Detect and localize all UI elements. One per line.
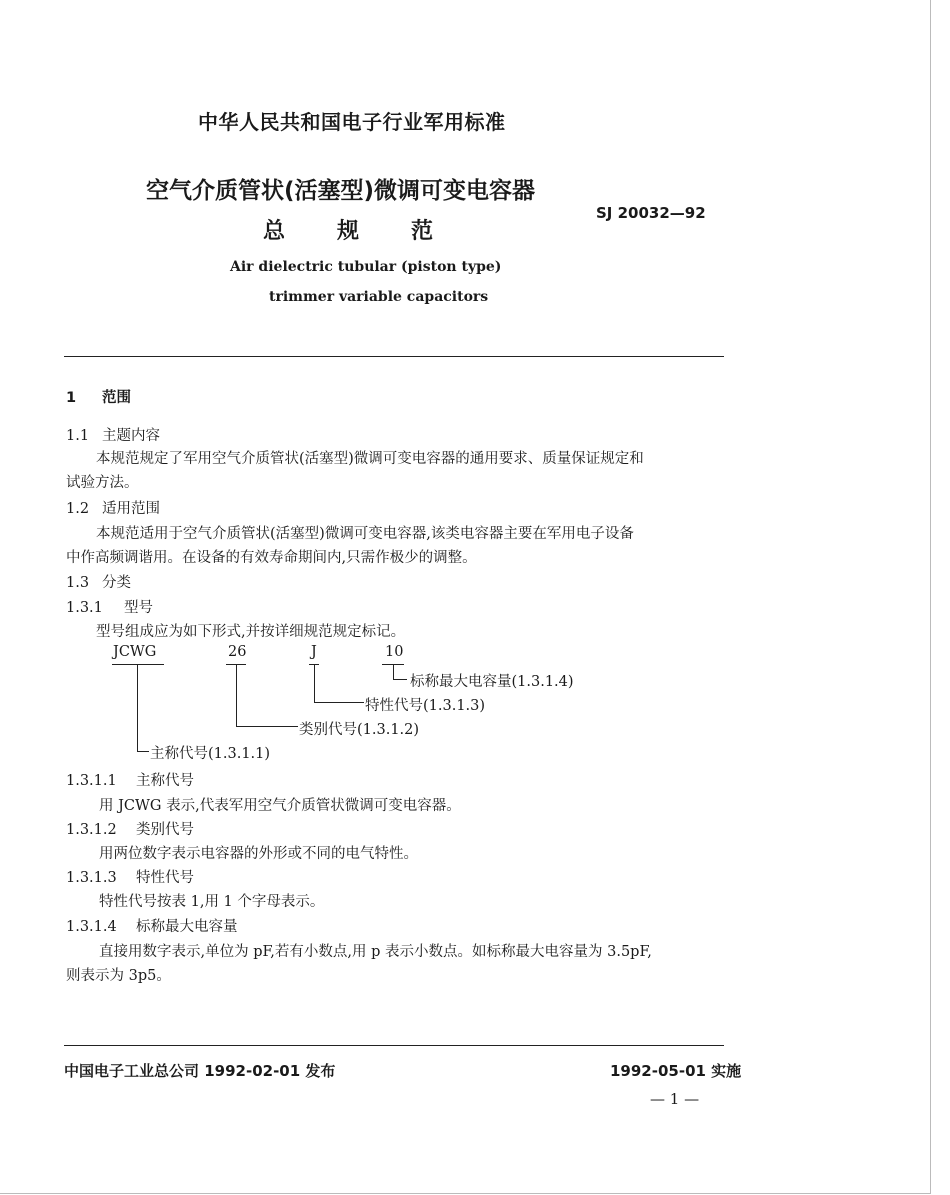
section-1-3-heading: 1.3 分类 [66, 575, 131, 591]
bracket-line [236, 726, 298, 727]
paragraph: 直接用数字表示,单位为 pF,若有小数点,用 p 表示小数点。如标称最大电容量为 3.5pF, [99, 944, 652, 960]
section-1-1-heading: 1.1 主题内容 [66, 428, 160, 444]
bracket-line [393, 664, 394, 679]
bracket-line [314, 664, 315, 702]
paragraph: 本规范适用于空气介质管状(活塞型)微调可变电容器,该类电容器主要在军用电子设备 [96, 526, 634, 542]
paragraph: 型号组成应为如下形式,并按详细规范规定标记。 [96, 624, 406, 640]
section-1-2-heading: 1.2 适用范围 [66, 501, 160, 517]
effective-date: 1992-05-01 实施 [610, 1062, 742, 1080]
section-1-heading: 1 范围 [66, 390, 131, 406]
page-number: — 1 — [650, 1090, 700, 1108]
code-part-capacitance: 10 [385, 644, 404, 660]
footer-divider [64, 1045, 724, 1046]
section-1-3-1-heading: 1.3.1 型号 [66, 600, 153, 616]
english-title-line2: trimmer variable capacitors [269, 289, 489, 305]
subtitle-char: 规 [337, 219, 360, 244]
paragraph: 则表示为 3p5。 [66, 968, 171, 984]
paragraph: 特性代号按表 1,用 1 个字母表示。 [99, 894, 325, 910]
section-1-3-1-2-heading: 1.3.1.2 类别代号 [66, 822, 194, 838]
label-category: 类别代号(1.3.1.2) [299, 722, 420, 738]
bracket-line [137, 751, 149, 752]
org-title: 中华人民共和国电子行业军用标准 [198, 110, 506, 134]
bracket-line [236, 664, 237, 726]
publisher-line: 中国电子工业总公司 1992-02-01 发布 [64, 1062, 336, 1080]
paragraph: 用两位数字表示电容器的外形或不同的电气特性。 [99, 846, 418, 862]
paragraph: 试验方法。 [66, 475, 139, 491]
code-part-category: 26 [228, 644, 247, 660]
bracket-line [137, 664, 138, 751]
bracket-line [393, 679, 407, 680]
section-1-3-1-3-heading: 1.3.1.3 特性代号 [66, 870, 194, 886]
standard-number: SJ 20032—92 [596, 204, 706, 222]
english-title-line1: Air dielectric tubular (piston type) [230, 259, 502, 275]
label-main: 主称代号(1.3.1.1) [150, 746, 271, 762]
code-underline [112, 664, 164, 665]
code-part-characteristic: J [311, 644, 317, 660]
subtitle-char: 总 [263, 219, 286, 244]
header-divider [64, 356, 724, 357]
label-capacitance: 标称最大电容量(1.3.1.4) [410, 674, 574, 690]
label-characteristic: 特性代号(1.3.1.3) [365, 698, 486, 714]
bracket-line [314, 702, 364, 703]
subtitle-char: 范 [411, 219, 434, 244]
paragraph: 本规范规定了军用空气介质管状(活塞型)微调可变电容器的通用要求、质量保证规定和 [96, 451, 644, 467]
section-1-3-1-4-heading: 1.3.1.4 标称最大电容量 [66, 919, 238, 935]
paragraph: 用 JCWG 表示,代表军用空气介质管状微调可变电容器。 [99, 798, 461, 814]
paragraph: 中作高频调谐用。在设备的有效寿命期间内,只需作极少的调整。 [66, 550, 477, 566]
document-subtitle [263, 214, 433, 245]
section-1-3-1-1-heading: 1.3.1.1 主称代号 [66, 773, 194, 789]
code-part-main: JCWG [113, 644, 157, 660]
document-title: 空气介质管状(活塞型)微调可变电容器 [146, 178, 536, 204]
